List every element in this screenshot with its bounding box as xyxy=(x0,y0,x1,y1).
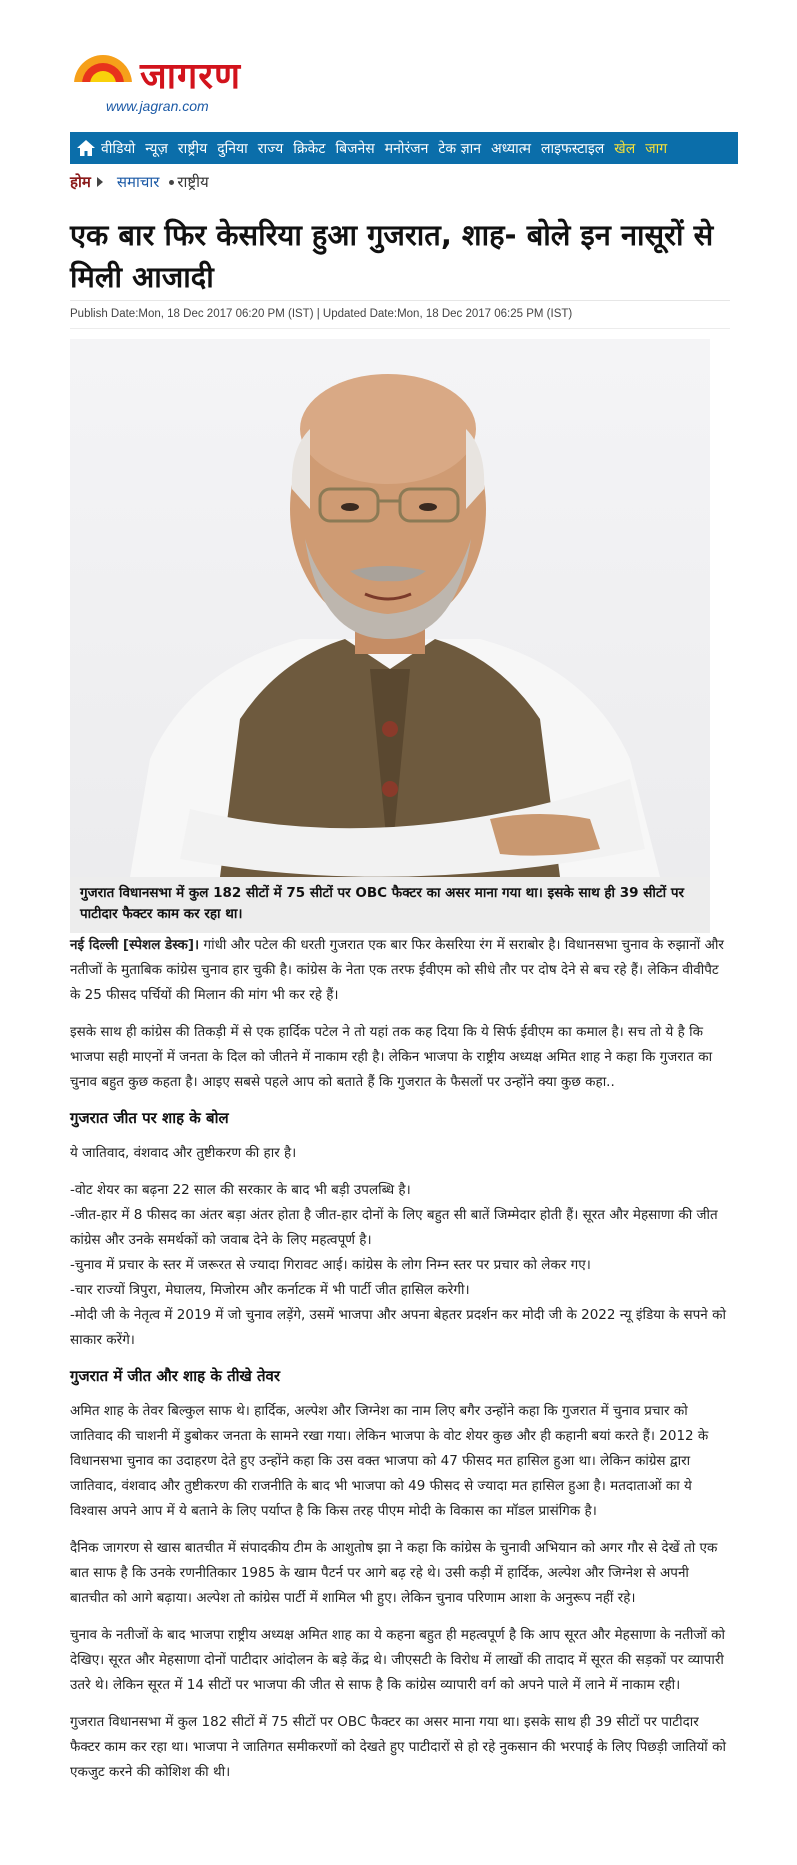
nav-item-tech[interactable]: टेक ज्ञान xyxy=(438,140,481,157)
nav-item-national[interactable]: राष्ट्रीय xyxy=(177,140,208,157)
nav-item-business[interactable]: बिजनेस xyxy=(335,140,375,157)
breadcrumb-subcategory[interactable]: राष्ट्रीय xyxy=(177,173,209,191)
nav-item-states[interactable]: राज्य xyxy=(257,140,284,157)
list-item: -मोदी जी के नेतृत्व में 2019 में जो चुनाव लड़ेंगे, उसमें भाजपा और अपना बेहतर प्रदर्शन कर मोदी जी के 2022 न्यू इंडिया के सपने को साकार करेंगे। xyxy=(70,1307,726,1348)
bullet-list xyxy=(70,1178,730,1353)
nav-item-sports[interactable]: खेल xyxy=(614,140,636,157)
article-body xyxy=(70,933,730,1797)
paragraph xyxy=(70,933,730,1008)
nav-item-world[interactable]: दुनिया xyxy=(217,140,248,157)
nav-item-news[interactable]: न्यूज़ xyxy=(145,140,168,157)
article-photo xyxy=(70,339,710,877)
sun-logo-icon xyxy=(70,50,136,86)
article-dates: Publish Date:Mon, 18 Dec 2017 06:20 PM (IST) | Updated Date:Mon, 18 Dec 2017 06:25 PM (IST) xyxy=(70,308,573,320)
main-nav xyxy=(70,132,738,164)
dateline: नई दिल्ली [स्पेशल डेस्क]। xyxy=(70,937,200,953)
paragraph: दैनिक जागरण से खास बातचीत में संपादकीय टीम के आशुतोष झा ने कहा कि कांग्रेस के चुनावी अभियान को अगर गौर से देखें तो एक बात साफ है कि उनके रणनीतिकार 1985 के खाम पैटर्न पर आगे बढ़ रहे थे। उसी कड़ी में हार्दिक, अल्पेश और जिग्नेश से अपनी बातचीत को आगे बढ़ाया। अल्पेश तो कांग्रेस पार्टी में शामिल भी हुए। लेकिन चुनाव परिणाम आशा के अनुरूप नहीं रहे। xyxy=(70,1540,718,1606)
breadcrumb-arrow-icon xyxy=(97,177,103,187)
list-item: -चार राज्यों त्रिपुरा, मेघालय, मिजोरम और कर्नाटक में भी पार्टी जीत हासिल करेगी। xyxy=(70,1282,470,1298)
nav-item-video[interactable]: वीडियो xyxy=(101,140,136,157)
home-icon[interactable] xyxy=(76,138,96,158)
list-item: -वोट शेयर का बढ़ना 22 साल की सरकार के बाद भी बड़ी उपलब्धि है। xyxy=(70,1182,411,1198)
nav-item-lifestyle[interactable]: लाइफस्टाइल xyxy=(541,140,605,157)
breadcrumb xyxy=(70,172,209,192)
paragraph: गुजरात विधानसभा में कुल 182 सीटों में 75 सीटों पर OBC फैक्टर का असर माना गया था। इसके साथ ही 39 सीटों पर पाटीदार फैक्टर काम कर रहा था। भाजपा ने जातिगत समीकरणों को देखते हुए पाटीदारों से हो रहे नुकसान की भरपाई के लिए पिछड़ी जातियों को एकजुट करने की कोशिश की थी। xyxy=(70,1714,726,1780)
logo-url[interactable]: www.jagran.com xyxy=(106,98,209,114)
divider xyxy=(70,328,730,329)
breadcrumb-home[interactable]: होम xyxy=(70,173,91,191)
person-portrait-icon xyxy=(70,339,710,877)
section-heading: गुजरात जीत पर शाह के बोल xyxy=(70,1109,229,1127)
paragraph: अमित शाह के तेवर बिल्कुल साफ थे। हार्दिक, अल्पेश और जिग्नेश का नाम लिए बगैर उन्होंने कहा कि गुजरात में चुनाव प्रचार को जातिवाद की चाशनी में डुबोकर जनता के सामने रखा गया। लेकिन भाजपा के वोट शेयर कुछ और ही कहानी बयां करते हैं। 2012 के विधानसभा चुनाव का उदाहरण देते हुए उन्होंने कहा कि उस वक्त भाजपा को 47 फीसद मत हासिल हुआ था। लेकिन कांग्रेस द्वारा जातिवाद, वंशवाद और तुष्टीकरण की राजनीति के बाद भी भाजपा को 49 फीसद से ज्यादा मत हासिल हुआ है। मतदाताओं का ये विश्वास अपने आप में ये बताने के लिए पर्याप्त है कि किस तरह पीएम मोदी के विकास का मॉडल प्रासंगिक है। xyxy=(70,1403,709,1519)
nav-item-jagran[interactable]: जाग xyxy=(645,140,668,157)
list-item: -चुनाव में प्रचार के स्तर में जरूरत से ज्यादा गिरावट आई। कांग्रेस के लोग निम्न स्तर पर प्रचार को लेकर गए। xyxy=(70,1257,591,1273)
site-logo[interactable] xyxy=(70,44,310,114)
paragraph-text: गांधी और पटेल की धरती गुजरात एक बार फिर केसरिया रंग में सराबोर है। विधानसभा चुनाव के रुझानों और नतीजों के मुताबिक कांग्रेस चुनाव हार चुकी है। कांग्रेस के नेता एक तरफ ईवीएम को सीधे तौर पर दोष देने से बच रहे हैं। लेकिन वीवीपैट के 25 फीसद पर्चियों की मिलान की मांग भी कर रहे हैं। xyxy=(70,937,724,1003)
section-heading: गुजरात में जीत और शाह के तीखे तेवर xyxy=(70,1367,281,1385)
photo-caption: गुजरात विधानसभा में कुल 182 सीटों में 75 सीटों पर OBC फैक्टर का असर माना गया था। इसके साथ ही 39 सीटों पर पाटीदार फैक्टर काम कर रहा था। xyxy=(70,877,710,933)
paragraph: चुनाव के नतीजों के बाद भाजपा राष्ट्रीय अध्यक्ष अमित शाह का ये कहना बहुत ही महत्वपूर्ण है कि आप सूरत और मेहसाणा के नतीजों को देखिए। सूरत और मेहसाणा दोनों पाटीदार आंदोलन के बड़े केंद्र थे। जीएसटी के विरोध में लाखों की तादाद में सूरत की सड़कों पर व्यापारी उतरे थे। लेकिन सूरत में 14 सीटों पर भाजपा की जीत से साफ है कि कांग्रेस व्यापारी वर्ग को अपने पाले में लाने में नाकाम रही। xyxy=(70,1627,726,1693)
nav-item-cricket[interactable]: क्रिकेट xyxy=(293,140,326,157)
list-item: -जीत-हार में 8 फीसद का अंतर बड़ा अंतर होता है जीत-हार दोनों के लिए बहुत सी बातें जिम्मेदार होती हैं। सूरत और मेहसाणा की जीत कांग्रेस और उनके समर्थकों को जवाब देने के लिए महत्वपूर्ण है। xyxy=(70,1207,718,1248)
paragraph: इसके साथ ही कांग्रेस की तिकड़ी में से एक हार्दिक पटेल ने तो यहां तक कह दिया कि ये सिर्फ ईवीएम का कमाल है। सच तो ये है कि भाजपा सही माएनों में जनता के दिल को जीतने में नाकाम रही है। लेकिन भाजपा के राष्ट्रीय अध्यक्ष अमित शाह ने कहा कि गुजरात का चुनाव बहुत कुछ कहता है। आइए सबसे पहले आप को बताते हैं कि गुजरात के फैसलों पर उन्होंने क्या कुछ कहा.. xyxy=(70,1024,713,1090)
article-title: एक बार फिर केसरिया हुआ गुजरात, शाह- बोले इन नासूरों से मिली आजादी xyxy=(70,218,714,294)
bullet-dot-icon xyxy=(169,180,174,185)
divider xyxy=(70,300,730,301)
breadcrumb-category[interactable]: समाचार xyxy=(116,173,160,191)
nav-item-entertainment[interactable]: मनोरंजन xyxy=(384,140,429,157)
logo-wordmark: जागरण xyxy=(140,56,242,97)
nav-item-spirituality[interactable]: अध्यात्म xyxy=(491,140,532,157)
paragraph: ये जातिवाद, वंशवाद और तुष्टीकरण की हार है। xyxy=(70,1145,297,1161)
